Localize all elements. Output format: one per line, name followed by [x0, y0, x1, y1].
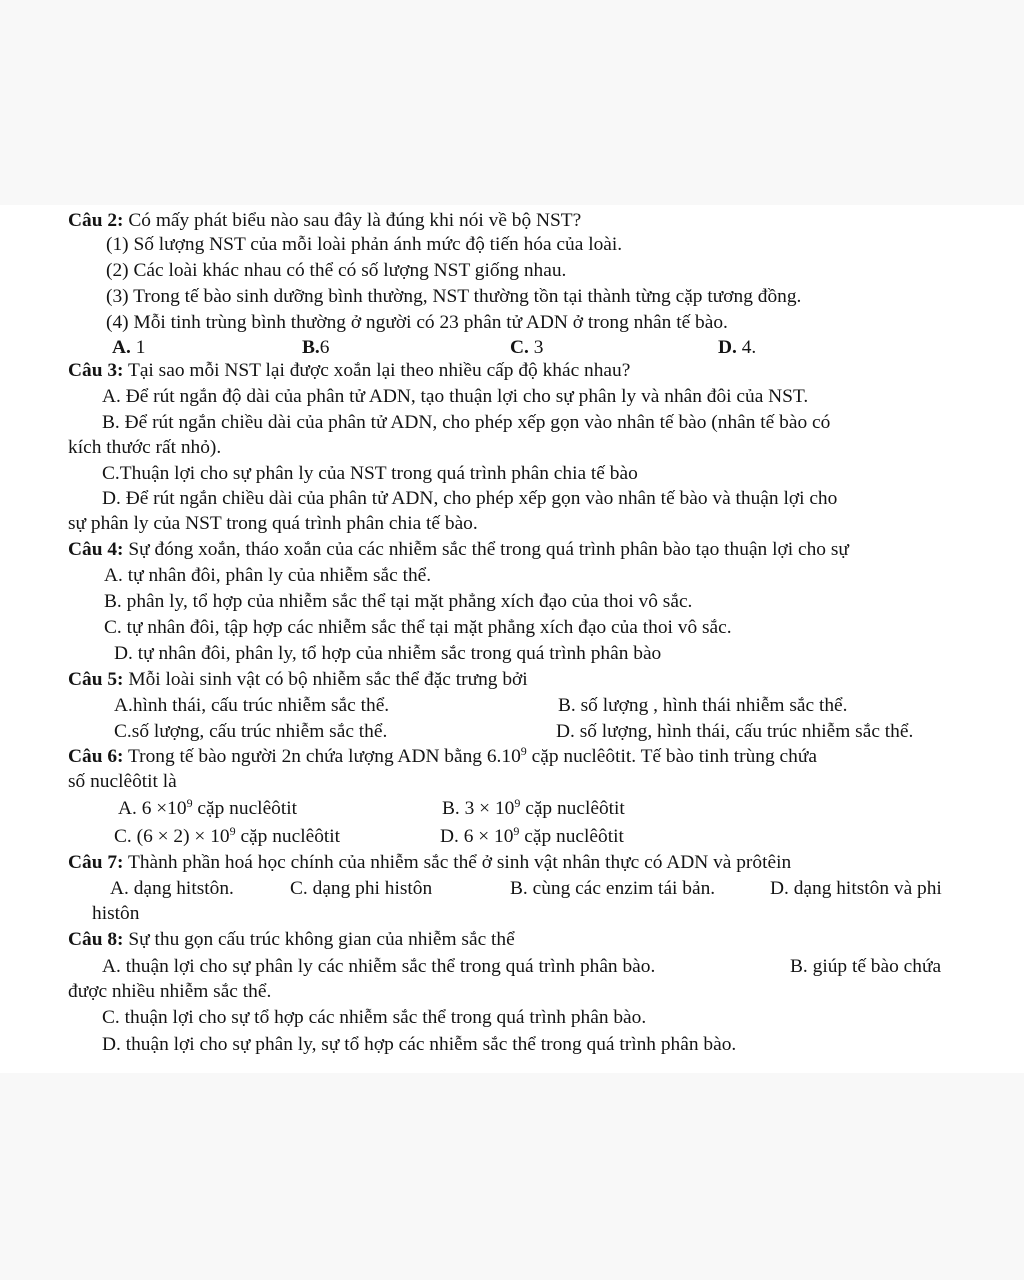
question-5-stem: Câu 5: Mỗi loài sinh vật có bộ nhiễm sắc thể đặc trưng bởi [68, 669, 528, 690]
option-b: B. số lượng , hình thái nhiễm sắc thể. [558, 695, 848, 716]
exam-page [0, 205, 1024, 1073]
option-d: D. thuận lợi cho sự phân ly, sự tổ hợp các nhiễm sắc thể trong quá trình phân bào. [102, 1034, 737, 1055]
option-b: B. phân ly, tổ hợp của nhiễm sắc thể tại mặt phẳng xích đạo của thoi vô sắc. [104, 591, 693, 612]
question-label: Câu 2: [68, 210, 124, 231]
question-3-stem: Câu 3: Tại sao mỗi NST lại được xoắn lại theo nhiều cấp độ khác nhau? [68, 360, 631, 381]
option-c: C. dạng phi histôn [290, 878, 433, 899]
statement-3: (3) Trong tế bào sinh dưỡng bình thường, NST thường tồn tại thành từng cặp tương đồng. [106, 286, 802, 307]
option-d: D. $6 \times 10^9$ cặp nuclêôtit [440, 824, 624, 847]
option-c: C.Thuận lợi cho sự phân ly của NST trong quá trình phân chia tế bào [102, 463, 638, 484]
question-6-stem-cont: số nuclêôtit là [68, 771, 177, 792]
option-b: B.6 [302, 337, 330, 358]
option-a: A. tự nhân đôi, phân ly của nhiễm sắc thể. [104, 565, 432, 586]
question-6-stem: Câu 6: Trong tế bào người 2n chứa lượng ADN bằng 6.10$^9$ cặp nuclêôtit. Tế bào tinh trùng chứa [68, 744, 817, 767]
question-7-stem: Câu 7: Thành phần hoá học chính của nhiễm sắc thể ở sinh vật nhân thực có ADN và prôtêin [68, 852, 792, 873]
option-a: A. thuận lợi cho sự phân ly các nhiễm sắc thể trong quá trình phân bào. [102, 956, 656, 977]
question-2-stem: Câu 2: Có mấy phát biểu nào sau đây là đúng khi nói về bộ NST? [68, 210, 582, 231]
option-d-cont: sự phân ly của NST trong quá trình phân chia tế bào. [68, 513, 478, 534]
option-a: A. Để rút ngắn độ dài của phân tử ADN, tạo thuận lợi cho sự phân ly và nhân đôi của NST. [102, 386, 809, 407]
option-c: C. 3 [510, 337, 544, 358]
option-d: D. tự nhân đôi, phân ly, tổ hợp của nhiễm sắc trong quá trình phân bào [114, 643, 662, 664]
option-b: B. cùng các enzim tái bản. [510, 878, 716, 899]
option-a: A. $6 \times 10^9$ cặp nuclêôtit [118, 796, 298, 819]
option-d-cont: histôn [92, 903, 140, 924]
option-c: C.số lượng, cấu trúc nhiễm sắc thể. [114, 721, 388, 742]
option-c: C. tự nhân đôi, tập hợp các nhiễm sắc thể tại mặt phẳng xích đạo của thoi vô sắc. [104, 617, 732, 638]
option-d: D. Để rút ngắn chiều dài của phân tử ADN, cho phép xếp gọn vào nhân tế bào và thuận lợi cho [102, 488, 838, 509]
option-b: B. $3 \times 10^9$ cặp nuclêôtit [442, 796, 625, 819]
question-8-stem: Câu 8: Sự thu gọn cấu trúc không gian của nhiễm sắc thể [68, 929, 515, 950]
option-c: C. thuận lợi cho sự tổ hợp các nhiễm sắc thể trong quá trình phân bào. [102, 1007, 647, 1028]
option-d: D. 4. [718, 337, 757, 358]
option-a: A.hình thái, cấu trúc nhiễm sắc thể. [114, 695, 390, 716]
option-b: B. Để rút ngắn chiều dài của phân tử ADN, cho phép xếp gọn vào nhân tế bào (nhân tế bào có [102, 412, 831, 433]
option-b: B. giúp tế bào chứa [790, 956, 942, 977]
option-a: A. 1 [112, 337, 146, 358]
option-b-cont: kích thước rất nhỏ). [68, 437, 222, 458]
option-d: D. số lượng, hình thái, cấu trúc nhiễm sắc thể. [556, 721, 914, 742]
option-d: D. dạng hitstôn và phi [770, 878, 942, 899]
statement-1: (1) Số lượng NST của mỗi loài phản ánh mức độ tiến hóa của loài. [106, 234, 623, 255]
option-c: C. $(6 \times 2) \times 10^9$ cặp nuclêôtit [114, 824, 341, 847]
statement-2: (2) Các loài khác nhau có thể có số lượng NST giống nhau. [106, 260, 567, 281]
statement-4: (4) Mỗi tinh trùng bình thường ở người có 23 phân tử ADN ở trong nhân tế bào. [106, 312, 728, 333]
question-4-stem: Câu 4: Sự đóng xoắn, tháo xoắn của các nhiễm sắc thể trong quá trình phân bào tạo thuận lợi cho sự [68, 539, 849, 560]
option-b-cont: được nhiều nhiễm sắc thể. [68, 981, 272, 1002]
option-a: A. dạng hitstôn. [110, 878, 234, 899]
